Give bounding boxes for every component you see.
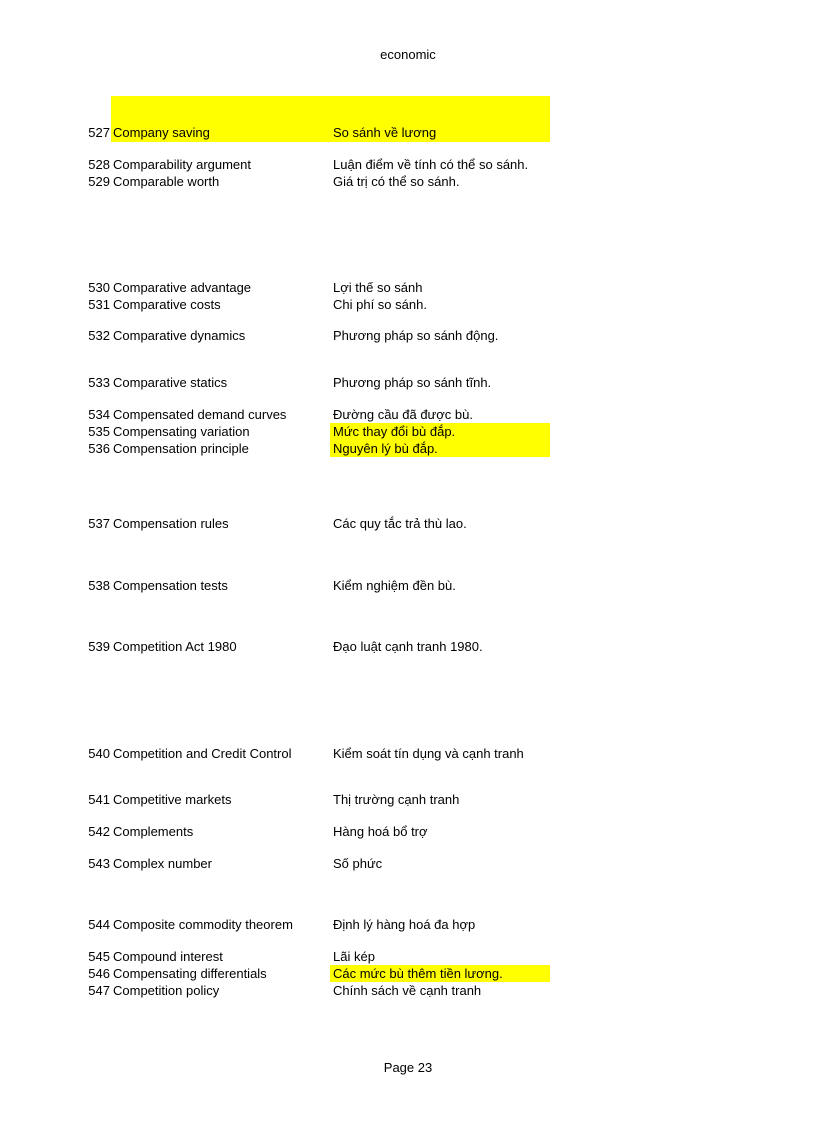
- entry-translation: Lợi thế so sánh: [333, 280, 423, 295]
- list-item: [0, 982, 816, 999]
- entry-translation: Các mức bù thêm tiền lương.: [333, 966, 503, 981]
- list-item: [0, 823, 816, 840]
- entry-number: 530: [88, 280, 110, 295]
- list-item: [0, 577, 816, 594]
- entry-term: Competition and Credit Control: [113, 746, 292, 761]
- entry-term: Competition policy: [113, 983, 220, 998]
- list-item: [0, 296, 816, 313]
- entry-translation: Hàng hoá bổ trợ: [333, 824, 428, 839]
- list-item: [0, 791, 816, 808]
- entry-number: 544: [88, 917, 110, 932]
- entry-term: Company saving: [113, 125, 210, 140]
- list-item: [0, 279, 816, 296]
- entry-term: Compound interest: [113, 949, 223, 964]
- entry-term: Complex number: [113, 856, 212, 871]
- entry-number: 535: [88, 424, 110, 439]
- entry-translation: Thị trường cạnh tranh: [333, 792, 460, 807]
- list-item: [0, 124, 816, 141]
- list-item: [0, 965, 816, 982]
- list-item: [0, 406, 816, 423]
- entry-translation: Kiểm soát tín dụng và cạnh tranh: [333, 746, 524, 761]
- entry-term: Compensation principle: [113, 441, 249, 456]
- page-header-title: economic: [380, 47, 436, 62]
- entry-term: Compensation tests: [113, 578, 228, 593]
- entry-number: 528: [88, 157, 110, 172]
- entry-translation: Luận điểm về tính có thể so sánh.: [333, 157, 529, 172]
- entry-term: Comparable worth: [113, 174, 220, 189]
- entry-number: 529: [88, 174, 110, 189]
- entry-translation: Đạo luật cạnh tranh 1980.: [333, 639, 483, 654]
- list-item: [0, 423, 816, 440]
- entry-number: 546: [88, 966, 110, 981]
- entry-translation: Chi phí so sánh.: [333, 297, 427, 312]
- entry-term: Competition Act 1980: [113, 639, 237, 654]
- list-item: [0, 638, 816, 655]
- entry-term: Competitive markets: [113, 792, 232, 807]
- entry-translation: Các quy tắc trả thù lao.: [333, 516, 467, 531]
- entry-number: 532: [88, 328, 110, 343]
- entry-term: Comparative statics: [113, 375, 228, 390]
- list-item: [0, 173, 816, 190]
- entry-term: Compensation rules: [113, 516, 229, 531]
- entry-translation: Đường cầu đã được bù.: [333, 407, 473, 422]
- list-item: [0, 745, 816, 762]
- entry-translation: Nguyên lý bù đắp.: [333, 441, 438, 456]
- list-item: [0, 327, 816, 344]
- entry-term: Comparative dynamics: [113, 328, 246, 343]
- entry-translation: Kiểm nghiệm đền bù.: [333, 578, 456, 593]
- entry-translation: Lãi kép: [333, 949, 375, 964]
- entry-term: Compensating differentials: [113, 966, 267, 981]
- entry-term: Comparative advantage: [113, 280, 252, 295]
- list-item: [0, 855, 816, 872]
- entry-translation: Mức thay đổi bù đắp.: [333, 424, 456, 439]
- entry-term: Compensated demand curves: [113, 407, 287, 422]
- entry-number: 540: [88, 746, 110, 761]
- list-item: [0, 374, 816, 391]
- entry-number: 547: [88, 983, 110, 998]
- entry-term: Comparative costs: [113, 297, 221, 312]
- entry-number: 536: [88, 441, 110, 456]
- entry-term: Comparability argument: [113, 157, 252, 172]
- list-item: [0, 948, 816, 965]
- entry-number: 527: [88, 125, 110, 140]
- list-item: [0, 515, 816, 532]
- entry-number: 539: [88, 639, 110, 654]
- entry-number: 537: [88, 516, 110, 531]
- entry-number: 534: [88, 407, 110, 422]
- entry-translation: Định lý hàng hoá đa hợp: [333, 917, 476, 932]
- list-item: [0, 916, 816, 933]
- entry-number: 545: [88, 949, 110, 964]
- entry-translation: Giá trị có thể so sánh.: [333, 174, 460, 189]
- entry-translation: Chính sách về cạnh tranh: [333, 983, 482, 998]
- entry-translation: Phương pháp so sánh tĩnh.: [333, 375, 492, 390]
- page-number: Page 23: [383, 1060, 433, 1075]
- entry-number: 531: [88, 297, 110, 312]
- entry-number: 543: [88, 856, 110, 871]
- list-item: [0, 156, 816, 173]
- entry-number: 541: [88, 792, 110, 807]
- entry-term: Complements: [113, 824, 194, 839]
- entry-translation: Phương pháp so sánh động.: [333, 328, 499, 343]
- entry-translation: Số phức: [333, 856, 383, 871]
- entry-number: 533: [88, 375, 110, 390]
- entry-term: Compensating variation: [113, 424, 250, 439]
- entry-term: Composite commodity theorem: [113, 917, 293, 932]
- list-item: [0, 440, 816, 457]
- entry-translation: So sánh về lương: [333, 125, 437, 140]
- entry-number: 542: [88, 824, 110, 839]
- entry-number: 538: [88, 578, 110, 593]
